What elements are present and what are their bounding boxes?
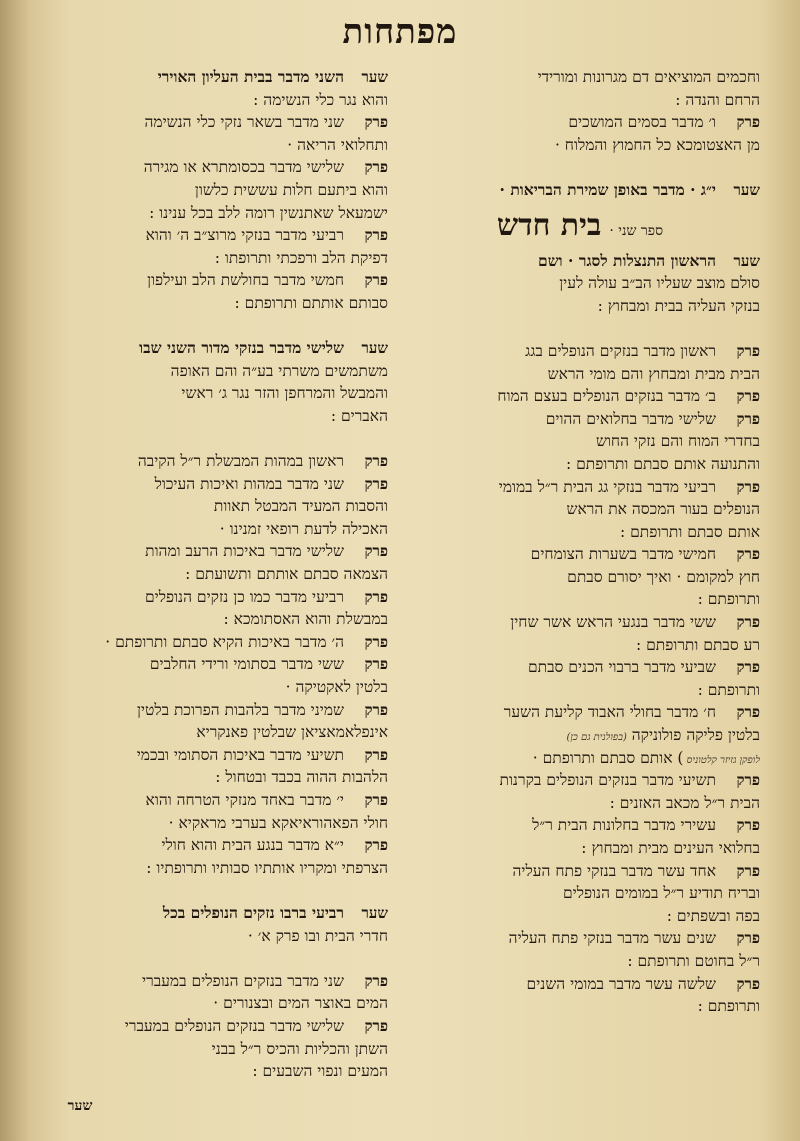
handwritten-note: לופקן גזיזר קלטוניס — [683, 754, 760, 766]
entry-text: רביעי מדבר כמו כן נזקים הנופלים — [144, 587, 344, 606]
entry-text: שלישי מדבר בנזקים הנופלים במעברי — [124, 1016, 344, 1035]
book-name: בית חדש — [496, 207, 602, 243]
entry-text: שנים עשר מדבר בנזקי פתח העליה — [508, 929, 716, 948]
chapter-label: פרק — [364, 226, 388, 245]
section-heading — [400, 250, 760, 273]
chapter-entry — [400, 973, 760, 996]
spacer — [400, 317, 760, 340]
chapter-label: פרק — [736, 929, 760, 948]
chapter-label: פרק — [364, 836, 388, 855]
section-label: שער — [733, 180, 760, 199]
chapter-label: פרק — [364, 271, 388, 290]
chapter-label: פרק — [364, 452, 388, 471]
entry-text: בלטין פליקה פולוניקה — [626, 726, 760, 745]
chapter-label: פרק — [364, 1016, 388, 1035]
book-number: ספר שני · — [609, 222, 664, 239]
text-line: מן האצטומכא כל החמוץ והמלוח · — [554, 135, 760, 154]
entry-text: שני מדבר במהות ואיכות העיכול — [154, 474, 344, 493]
entry-text: ח׳ מדבר בחולי האבוד קליעת השער — [503, 703, 716, 722]
text-line: ר״ל בחוטם ותרופתם : — [627, 951, 760, 970]
chapter-label: פרק — [364, 700, 388, 719]
text-line: המעים ונפוי השבעים : — [252, 1062, 388, 1081]
text-line: חולי הפאהוראיאקא בערבי מראקיא · — [168, 813, 388, 832]
spacer — [28, 428, 388, 451]
text-line: בחלואי העינים מבית ומבחוץ : — [581, 839, 760, 857]
text-line: אותם סבתם ותרופתם : — [619, 522, 760, 541]
entry-text: ה׳ מדבר באיכות הקיא סבתם ותרופתם · — [105, 632, 344, 651]
text-line: במבשלת והוא האסתומכא : — [223, 610, 388, 629]
chapter-entry — [400, 927, 760, 950]
entry-text: י״ג · מדבר באופן שמירת הבריאות · — [499, 179, 716, 199]
annotated-line — [400, 747, 760, 770]
chapter-label: פרק — [736, 613, 760, 632]
text-line: דפיקת הלב ורפכתי ותרופתו : — [214, 248, 388, 267]
chapter-label: פרק — [736, 771, 760, 790]
entry-text: ראשון מדבר בנזקים הנופלים בגג — [525, 341, 716, 360]
entry-text: שלשה עשר מדבר במומי השנים — [526, 974, 716, 993]
text-line: ותרופתם : — [697, 590, 760, 609]
chapter-entry — [28, 586, 388, 609]
chapter-entry — [400, 111, 760, 134]
text-line: הנופלים בעור המכסה את הראש — [566, 500, 760, 519]
chapter-label: פרק — [736, 387, 760, 406]
chapter-label: פרק — [364, 158, 388, 177]
entry-text: ב׳ מדבר בנזקים הנופלים בעצם המוח — [497, 387, 716, 406]
chapter-label: פרק — [364, 474, 388, 493]
text-line: והמבשל והמרחפן והזר נגר ג׳ ראשי — [181, 384, 388, 403]
spacer — [28, 315, 388, 338]
chapter-label: פרק — [364, 542, 388, 561]
chapter-label: פרק — [364, 113, 388, 132]
entry-text: שמיני מדבר בלהבות הפרוכת בלטין — [136, 700, 344, 719]
text-line: סולם מוצב שעליו הב״ב עולה לעין — [559, 274, 760, 293]
chapter-entry — [400, 701, 760, 724]
book-heading — [400, 204, 760, 248]
section-heading — [28, 66, 388, 89]
section-heading — [400, 179, 760, 202]
text-line: חוץ למקומם · ואיך יסורם סבתם — [567, 567, 760, 586]
chapter-label: פרק — [736, 545, 760, 564]
text-line: ותרופתם : — [697, 997, 760, 1016]
chapter-entry — [400, 476, 760, 499]
text-line: ותחלואי הריאה · — [287, 135, 388, 154]
section-label: שער — [361, 68, 388, 86]
chapter-label: פרק — [736, 658, 760, 677]
entry-text: תשיעי מדבר בנזקים הנופלים בקרנות — [499, 771, 716, 790]
section-heading — [28, 337, 388, 360]
section-label: שער — [733, 251, 760, 270]
text-line: בחדרי המוח והם נזקי החוש — [595, 432, 760, 451]
chapter-label: פרק — [364, 587, 388, 606]
chapter-entry — [28, 744, 388, 767]
chapter-entry — [28, 450, 388, 473]
text-line: בלטין לאקטיקה · — [285, 678, 388, 697]
right-column — [400, 66, 760, 1018]
section-label: שער — [361, 903, 388, 922]
entry-text: הראשון התנצלות לסגר · ושם — [538, 250, 716, 270]
chapter-entry — [28, 1015, 388, 1038]
text-line: והסבות המעיד המבטל תאוות — [213, 497, 388, 516]
spacer — [28, 879, 388, 902]
entry-text: י׳ מדבר באחד מנזקי הטרחה והוא — [145, 791, 344, 809]
chapter-entry — [28, 269, 388, 292]
text-line: ובריח תודיע ר״ל במומים הנופלים — [562, 884, 760, 903]
chapter-entry — [28, 156, 388, 179]
entry-text: ו׳ מדבר בסמים המושכים — [568, 113, 716, 132]
chapter-entry — [28, 540, 388, 563]
text-line: סבותם אותתם ותרופתם : — [234, 293, 388, 312]
chapter-entry — [400, 656, 760, 679]
chapter-entry — [400, 611, 760, 634]
entry-text: רביעי מדבר בנזקי גג הבית ר״ל במומי — [498, 477, 716, 496]
left-column — [28, 66, 388, 1083]
chapter-entry — [28, 834, 388, 857]
chapter-label: פרק — [736, 409, 760, 428]
spacer — [28, 947, 388, 970]
chapter-entry — [28, 631, 388, 654]
chapter-entry — [28, 970, 388, 993]
text-line: האברים : — [330, 406, 388, 425]
entry-text: עשירי מדבר בחלונות הבית ר״ל — [532, 816, 716, 835]
entry-text: שלישי מדבר בכסומתרא או מגירה — [143, 158, 344, 177]
entry-text: ששי מדבר בסתומי ורידי החלבים — [149, 655, 344, 674]
text-line: בנזקי העליה בבית ומבחוץ : — [597, 296, 760, 315]
text-line: והתנועה אותם סבתם ותרופתם : — [565, 454, 760, 473]
chapter-label: פרק — [364, 632, 388, 651]
text-line: הבית ר״ל מכאב האזנים : — [609, 793, 760, 812]
text-line: הצמאה סבתם אותתם ותשועתם : — [185, 565, 388, 584]
text-line: אינפלאמאציאן שבלטין פאנקריא — [196, 723, 388, 742]
text-line: והוא ביתעם חלות עששית כלשון — [194, 180, 388, 199]
text-line: וחכמים המוציאים דם מגרונות ומורידי — [537, 68, 760, 86]
entry-text: ראשון במהות המבשלת ר״ל הקיבה — [137, 452, 344, 471]
entry-text: שני מדבר בשאר נזקי כלי הנשימה — [144, 113, 344, 132]
entry-text: השני מדבר בבית העליון האוירי — [157, 67, 344, 86]
chapter-entry — [400, 340, 760, 363]
chapter-entry — [400, 385, 760, 408]
entry-text: שלישי מדבר בחלואים ההוים — [545, 409, 716, 428]
entry-text: שלישי מדבר בנזקי מדור השני שבו — [139, 338, 344, 358]
chapter-label: פרק — [736, 113, 760, 132]
chapter-label: פרק — [736, 703, 760, 722]
chapter-entry — [28, 653, 388, 676]
text-line: השתן והכליות והכיס ר״ל בבני — [211, 1039, 388, 1058]
text-line: הלהבות ההוה בכבד ובטחול : — [215, 768, 388, 787]
chapter-label: פרק — [364, 971, 388, 990]
entry-text: שלישי מדבר באיכות הרעב ומהות — [145, 542, 344, 561]
entry-text: תשיעי מדבר באיכות הסתומי ובכמי — [136, 745, 344, 764]
entry-text: שני מדבר בנזקים הנופלים במעברי — [142, 971, 344, 990]
section-heading — [28, 902, 388, 925]
chapter-label: פרק — [736, 341, 760, 360]
entry-text: חמישי מדבר בשערות הצומחים — [530, 545, 716, 564]
page-title: מפתחות — [342, 12, 458, 52]
text-line: הצרפתי ומקריו אותתיו סבותיו ותרופתיו : — [146, 858, 388, 877]
chapter-label: פרק — [736, 477, 760, 496]
chapter-entry — [400, 408, 760, 431]
entry-text: רביעי ברבו נזקים הנופלים בכל — [162, 902, 344, 922]
text-line: המים באוצר המים ובצנורים · — [213, 994, 388, 1013]
entry-text: י״א מדבר בנגע הבית והוא חולי — [161, 836, 344, 855]
spacer — [400, 156, 760, 179]
chapter-label: פרק — [736, 974, 760, 993]
text-line: בפה ובשפתים : — [666, 906, 760, 925]
chapter-entry — [28, 473, 388, 496]
text-line: האכילה לדעת רופאי זמנינו · — [219, 519, 388, 538]
annotated-line — [400, 724, 760, 747]
text-line: ישמעאל שאתנשין רומה ללב בכל ענינו : — [149, 203, 388, 222]
entry-text: אחד עשר מדבר בנזקי פתח העליה — [512, 861, 716, 880]
chapter-label: פרק — [736, 861, 760, 880]
section-label: שער — [361, 339, 388, 358]
entry-text: ) אותם סבתם ותרופתם · — [532, 748, 684, 767]
handwritten-note: (בפולנית גם כן) — [566, 732, 627, 744]
chapter-entry — [28, 699, 388, 722]
chapter-entry — [28, 224, 388, 247]
entry-text: ששי מדבר בנגעי הראש אשר שחין — [510, 613, 716, 632]
text-line: והוא נגר כלי הנשימה : — [253, 90, 388, 109]
text-line: רע סבתם ותרופתם : — [635, 635, 760, 654]
chapter-entry — [28, 789, 388, 812]
entry-text: שביעי מדבר ברבוי הכנים סבתם — [527, 658, 716, 677]
text-line: חדרי הבית ובו פרק א׳ · — [247, 926, 388, 945]
chapter-entry — [400, 860, 760, 883]
text-line: ותרופתם : — [697, 680, 760, 699]
text-line: משתמשים משרתי בע״ה והם האופה — [170, 361, 388, 380]
chapter-entry — [400, 769, 760, 792]
text-line: הבית מבית ומבחוץ והם מומי הראש — [547, 364, 760, 383]
chapter-label: פרק — [364, 745, 388, 764]
catchword: שער — [67, 1098, 93, 1114]
chapter-label: פרק — [364, 791, 388, 809]
chapter-entry — [400, 814, 760, 837]
chapter-entry — [400, 543, 760, 566]
chapter-entry — [28, 111, 388, 134]
chapter-label: פרק — [736, 816, 760, 835]
entry-text: חמשי מדבר בחולשת הלב ועילפון — [147, 271, 344, 290]
entry-text: רביעי מדבר בנזקי מרוצ״ב ה׳ והוא — [145, 226, 344, 245]
chapter-label: פרק — [364, 655, 388, 674]
text-line: הרחם והנדה : — [675, 90, 760, 109]
